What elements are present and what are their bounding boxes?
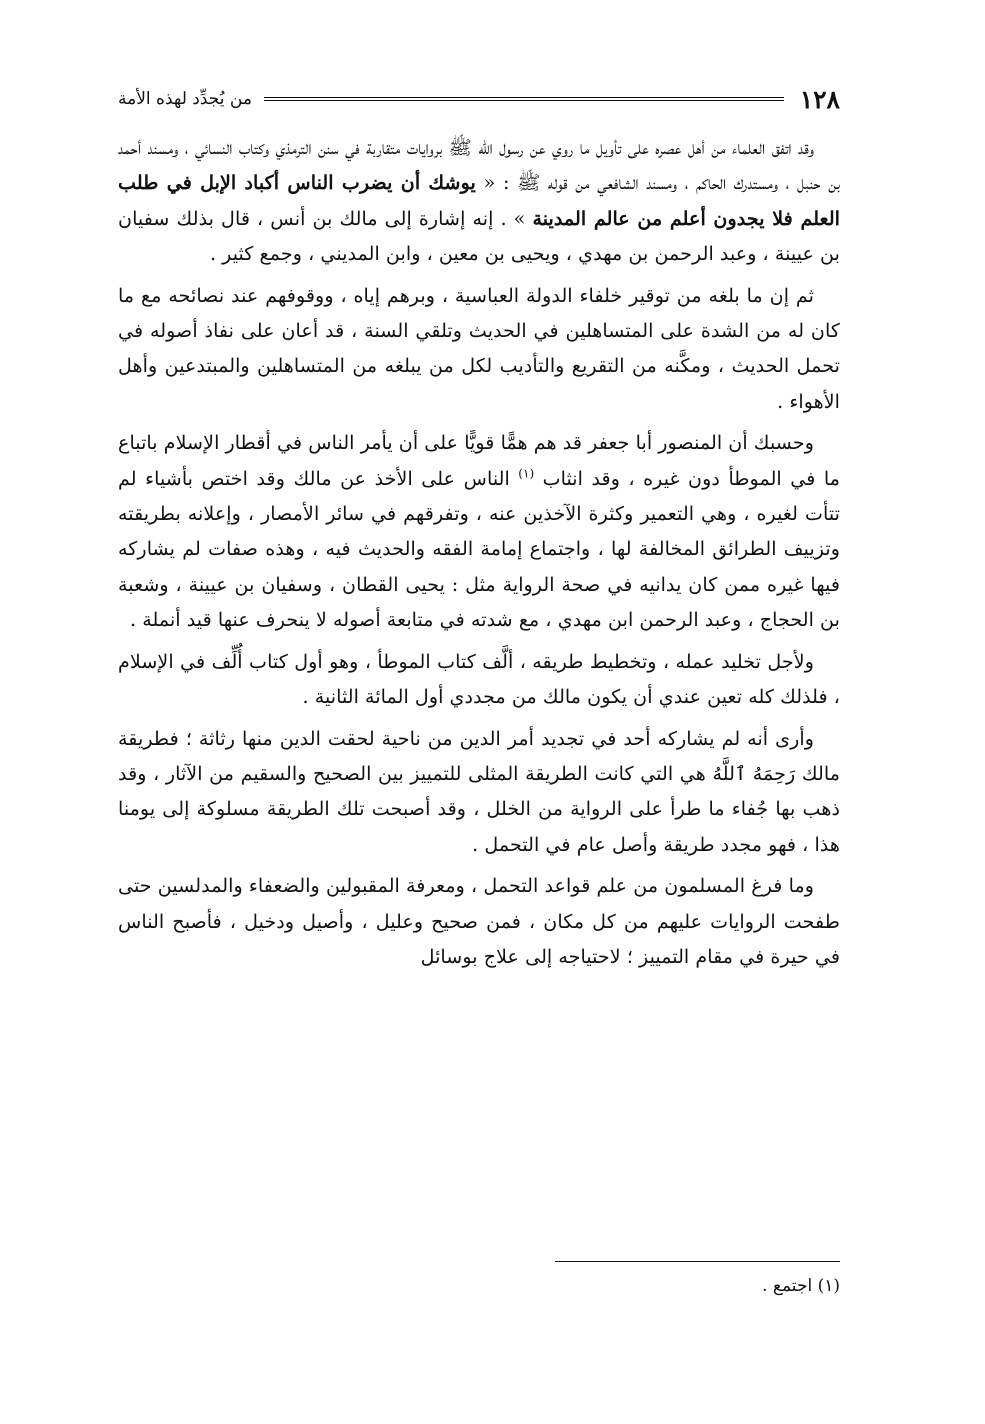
paragraph-text: الناس على الأخذ عن مالك وقد اختص بأشياء لم تتأت لغيره ، وهي التعمير وكثرة الآخذين عنه ، وتفرقهم في سائر الأمصار ، وإعلانه بطريقته وتزييف الطرائق المخالفة لها ، واجتماع إمامة الفقه والحديث فيه ، وهذه صفات لم يشاركه فيها غيره ممن كان يدانيه في صحة الرواية مثل : يحيى القطان ، وسفيان بن عيينة ، وشعبة بن الحجاج ، وعبد الرحمن ابن مهدي ، مع شدته في متابعة أصوله لا ينحرف عنها قيد أنملة . <box>118 466 840 632</box>
paragraph-2: ثم إن ما بلغه من توقير خلفاء الدولة العباسية ، وبرهم إياه ، ووقوفهم عند نصائحه مع ما كان له من الشدة على المتساهلين في الحديث وتلقي السنة ، قد أعان على نفاذ أصوله في تحمل الحديث ، ومكَّنه من التقريع والتأديب لكل من يبلغه من المتساهلين والمبتدعين وأهل الأهواء . <box>118 283 840 413</box>
paragraph-6: وما فرغ المسلمون من علم قواعد التحمل ، ومعرفة المقبولين والضعفاء والمدلسين حتى طفحت الروايات عليهم من كل مكان ، فمن صحيح وعليل ، وأصيل ودخيل ، فأصبح الناس في حيرة في مقام التمييز ؛ لاحتياجه إلى علاج بوسائل <box>118 874 840 968</box>
paragraph-4: ولأجل تخليد عمله ، وتخطيط طريقه ، ألَّف كتاب الموطأ ، وهو أول كتاب أُلِّف في الإسلام ، فلذلك كله تعين عندي أن يكون مالك من مجددي أول المائة الثانية . <box>118 649 840 709</box>
footnote-rule <box>555 1261 840 1262</box>
header-rule <box>264 97 784 101</box>
paragraph-text: » . إنه إشارة إلى مالك بن أنس ، قال بذلك سفيان بن عيينة ، وعبد الرحمن بن مهدي ، ويحيى بن معين ، وابن المديني ، وجمع كثير . <box>118 206 840 266</box>
running-title: من يُجدِّد لهذه الأمة <box>118 89 252 109</box>
footnote: (١) اجتمع . <box>762 1276 840 1296</box>
footnote-reference: (١) <box>518 466 535 481</box>
hadith-quote: يوشك أن يضرب الناس أكباد الإبل في طلب العلم فلا يجدون أعلم من عالم المدينة <box>118 171 840 230</box>
page-header <box>118 78 840 120</box>
page-number: ١٢٨ <box>799 84 840 114</box>
body-text <box>118 130 840 974</box>
book-page <box>118 78 840 1318</box>
paragraph-text: وقد اتفق العلماء من أهل عصره على تأويل ما روي عن رسول الله ﷺ بروايات متقاربة في سنن الترمذي وكتاب النسائي ، ومسند أحمد بن حنبل ، ومستدرك الحاكم ، ومسند الشافعي من قوله ﷺ : « <box>118 136 840 195</box>
paragraph-text: وحسبك أن المنصور أبا جعفر قد هم همًّا قويًّا على أن يأمر الناس في أقطار الإسلام باتباع ما في الموطأ دون غيره ، وقد انثاب <box>118 431 840 490</box>
paragraph-3 <box>118 425 840 637</box>
paragraph-5: وأرى أنه لم يشاركه أحد في تجديد أمر الدين من ناحية لحقت الدين منها رثاثة ؛ فطريقة مالك رَحِمَهُ ٱللَّهُ هي التي كانت الطريقة المثلى للتمييز بين الصحيح والسقيم من الآثار ، وقد ذهب بها جُفاء ما طرأ على الرواية من الخلل ، وقد أصبحت تلك الطريقة مسلوكة إلى يومنا هذا ، فهو مجدد طريقة وأصل عام في التحمل . <box>118 726 840 856</box>
paragraph-1 <box>118 130 840 272</box>
